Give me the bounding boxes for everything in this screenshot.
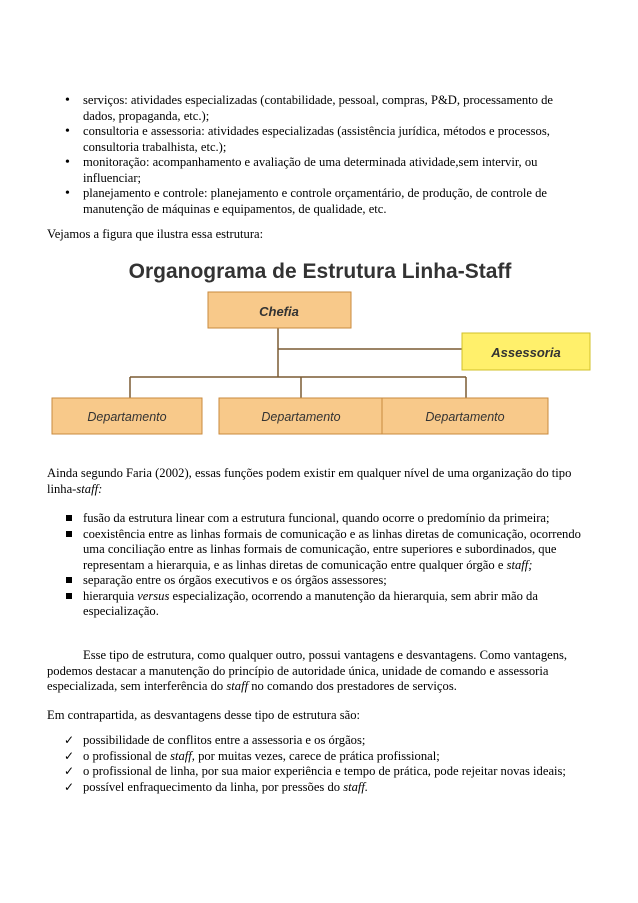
departamento-label: Departamento [425, 410, 505, 424]
list-item [83, 573, 588, 589]
italic-term: versus [137, 588, 170, 603]
list-item: • consultoria e assessoria: atividades especializadas (assistência jurídica, métodos e processos, consultoria trabalhista, etc.); [83, 124, 583, 155]
paragraph-text: Esse tipo de estrutura, como qualquer outro, possui vantagens e desvantagens. Como vantagens, podemos destacar a manutenção do princípio de autoridade única, unidade de comando e assessoria especializada, sem interferência do [47, 648, 568, 693]
list-item-text: hierarquia [83, 588, 138, 603]
paragraph-text: Ainda segundo Faria (2002), essas funções podem existir em qualquer nível de uma organização do tipo linha- [47, 466, 572, 496]
list-item-text: possibilidade de conflitos entre a assessoria e os órgãos; [83, 733, 366, 747]
functions-staff-list [83, 511, 588, 620]
paragraph-desvantagens: Em contrapartida, as desvantagens desse tipo de estrutura são: [47, 708, 360, 722]
list-item-text: coexistência entre as linhas formais de comunicação e as linhas diretas de comunicação, ocorrendo uma conciliação entre as linhas formais de comunicação, entre superiores e subordinados, que representam a hierarquia, e as linhas diretas de comunicação entre qualquer órgão e [83, 526, 581, 572]
paragraph-faria [47, 466, 592, 497]
diagram-title: Organograma de Estrutura Linha-Staff [128, 260, 512, 283]
list-item-text: por muitas vezes, carece de prática profissional; [194, 748, 440, 763]
list-item [83, 511, 588, 527]
italic-term: staff; [506, 557, 533, 572]
list-item [83, 764, 593, 780]
paragraph-vantagens [47, 648, 592, 695]
intro-paragraph: Vejamos a figura que ilustra essa estrutura: [47, 227, 264, 241]
list-item-text: fusão da estrutura linear com a estrutura funcional, quando ocorre o predomínio da primeira; [83, 511, 550, 525]
departamento-label: Departamento [261, 410, 341, 424]
connector-lines [130, 328, 466, 398]
list-item [83, 733, 593, 749]
list-item-text: especialização, ocorrendo a manutenção da hierarquia, sem abrir mão da especialização. [83, 588, 538, 618]
list-item [83, 780, 593, 796]
functions-list [83, 93, 583, 217]
italic-term: staff: [76, 481, 103, 496]
chefia-label: Chefia [259, 304, 299, 319]
list-item-text: o profissional de [83, 748, 171, 763]
departamento-label: Departamento [87, 410, 167, 424]
paragraph-text: no comando dos prestadores de serviços. [248, 679, 457, 693]
list-item [83, 527, 588, 574]
disadvantages-list [83, 733, 593, 795]
italic-term: staff [226, 679, 249, 693]
list-item-text: o profissional de linha, por sua maior experiência e tempo de prática, pode rejeitar novas ideais; [83, 764, 566, 778]
list-item-text: possível enfraquecimento da linha, por pressões do [83, 779, 344, 794]
assessoria-label: Assessoria [491, 345, 561, 360]
list-item-text: separação entre os órgãos executivos e os órgãos assessores; [83, 573, 387, 587]
italic-term: staff, [170, 748, 195, 763]
list-item: • monitoração: acompanhamento e avaliação de uma determinada atividade,sem intervir, ou influenciar; [83, 155, 583, 186]
list-item: • planejamento e controle: planejamento e controle orçamentário, de produção, de controle de manutenção de máquinas e equipamentos, de qualidade, etc. [83, 186, 583, 217]
org-chart-diagram [46, 252, 594, 437]
list-item [83, 749, 593, 765]
list-item: • serviços: atividades especializadas (contabilidade, pessoal, compras, P&D, processamento de dados, propaganda, etc.); [83, 93, 583, 124]
list-item [83, 589, 588, 620]
italic-term: staff. [343, 779, 369, 794]
